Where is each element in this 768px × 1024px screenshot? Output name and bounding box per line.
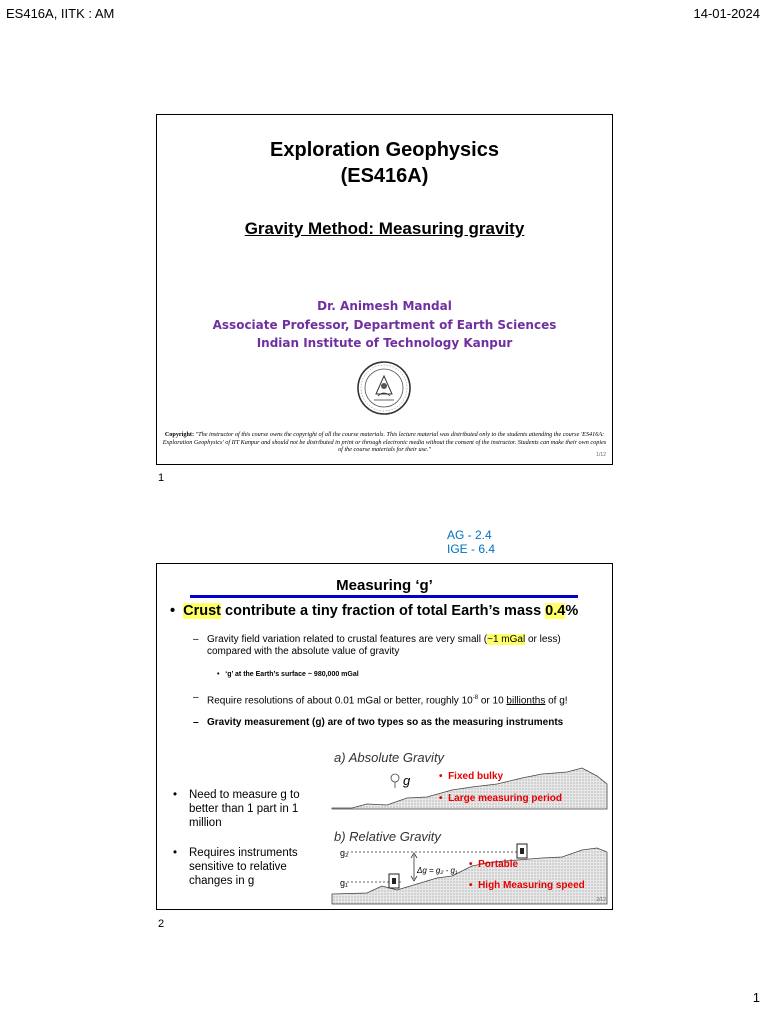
title-underline [190, 595, 578, 598]
slide1-title-line1: Exploration Geophysics [270, 139, 499, 161]
slide1-title-line2: (ES416A) [340, 165, 429, 187]
slide2-title: Measuring ‘g’ [336, 577, 433, 594]
sub-bullet-1: – Gravity field variation related to crustal features are very small (~1 mGal or less) compared with the absolute value of gravity [193, 634, 561, 657]
main-bullet [170, 603, 578, 619]
sub3-text: Gravity measurement (g) are of two types so as the measuring instruments [207, 717, 564, 728]
exponent: -8 [472, 695, 479, 701]
sub-bullet-2: – Require resolutions of about 0.01 mGal or better, roughly $10^{-8}$ or 10 billionths of g! [193, 692, 568, 707]
mass-percent-highlight: 0.4 [545, 603, 566, 619]
annotation-line1: AG - 2.4 [447, 528, 492, 542]
surface-g-value: ‘g’ at the Earth’s surface ~ 980,000 mGal [225, 671, 359, 678]
sub1-text-end: or less) compared with the absolute value of gravity [207, 634, 561, 657]
iitk-seal-icon [356, 360, 412, 416]
header-date: 14-01-2024 [693, 6, 760, 21]
author-name: Dr. Animesh Mandal [317, 299, 452, 313]
relative-gravity-label: b) Relative Gravity [334, 829, 441, 844]
slide1-subtitle: Gravity Method: Measuring gravity [244, 219, 525, 238]
sub-sub-bullet: • ‘g’ at the Earth’s surface ~ 980,000 mGal [217, 671, 359, 678]
red-note-large-period: • Large measuring period [439, 793, 562, 804]
red-note-high-speed: • High Measuring speed [469, 880, 585, 891]
g-symbol: g [403, 773, 411, 788]
left2-text: Requires instruments sensitive to relative changes in g [189, 847, 298, 887]
copyright-notice [162, 431, 607, 454]
percent-sign: % [565, 603, 579, 619]
page-label-2: 2 [158, 918, 165, 930]
left1-text: Need to measure g to better than 1 part in 1 million [189, 789, 300, 829]
page-label-1: 1 [158, 472, 165, 484]
header-course: ES416A, IITK : AM [6, 6, 115, 21]
sub-bullet-3: – Gravity measurement (g) are of two types so as the measuring instruments [193, 717, 564, 728]
left-bullet-1: • Need to measure g to better than 1 part in 1 million [173, 788, 323, 830]
copyright-text: "The instructor of this course owns the copyright of all the course materials. This lecture material was distributed only to the students attending the course 'ES416A: Exploration Geophysics' of IIT Kanpur and should not be distributed in print or through electronic media without the consent of the instructor. Students can make their own copies of the course materials for their use." [162, 431, 607, 454]
delta-g-equation: Δg = g₂ - g₁ [417, 866, 458, 875]
sub2-end: of g! [545, 695, 568, 707]
slide1-number: 1/12 [596, 452, 606, 458]
absolute-gravity-label: a) Absolute Gravity [334, 750, 445, 765]
bullet-dot: • [170, 603, 184, 619]
absolute-meter-icon [391, 774, 399, 782]
g1-label: g₁ [340, 878, 349, 888]
slide-1 [156, 114, 613, 465]
crust-highlight: Crust [183, 603, 222, 619]
copyright-label: Copyright: [164, 431, 195, 438]
relative-terrain [332, 848, 607, 904]
bullet-main-text: contribute a tiny fraction of total Earth’s mass [221, 603, 546, 619]
left-bullet-2: • Requires instruments sensitive to relative changes in g [173, 846, 323, 888]
sub2-mid: or 10 [478, 695, 507, 707]
document-page-number: 1 [752, 990, 760, 1005]
sub1-text: Gravity field variation related to crustal features are very small ( [207, 634, 488, 645]
sub2-text: Require resolutions of about 0.01 mGal or better, roughly 10 [207, 695, 473, 707]
slide2-number: 2/12 [596, 897, 606, 903]
author-position: Associate Professor, Department of Earth Sciences [212, 318, 557, 332]
handwritten-annotation [447, 528, 495, 556]
red-note-portable: • Portable [469, 859, 519, 870]
author-institute: Indian Institute of Technology Kanpur [256, 336, 513, 350]
mgal-highlight: ~1 mGal [487, 634, 526, 645]
slide-2 [156, 563, 613, 910]
red-note-fixed-bulky: • Fixed bulky [439, 771, 504, 782]
annotation-line2: IGE - 6.4 [447, 542, 496, 556]
billionths-text: billionths [506, 695, 546, 707]
g2-label: g₂ [340, 848, 349, 858]
